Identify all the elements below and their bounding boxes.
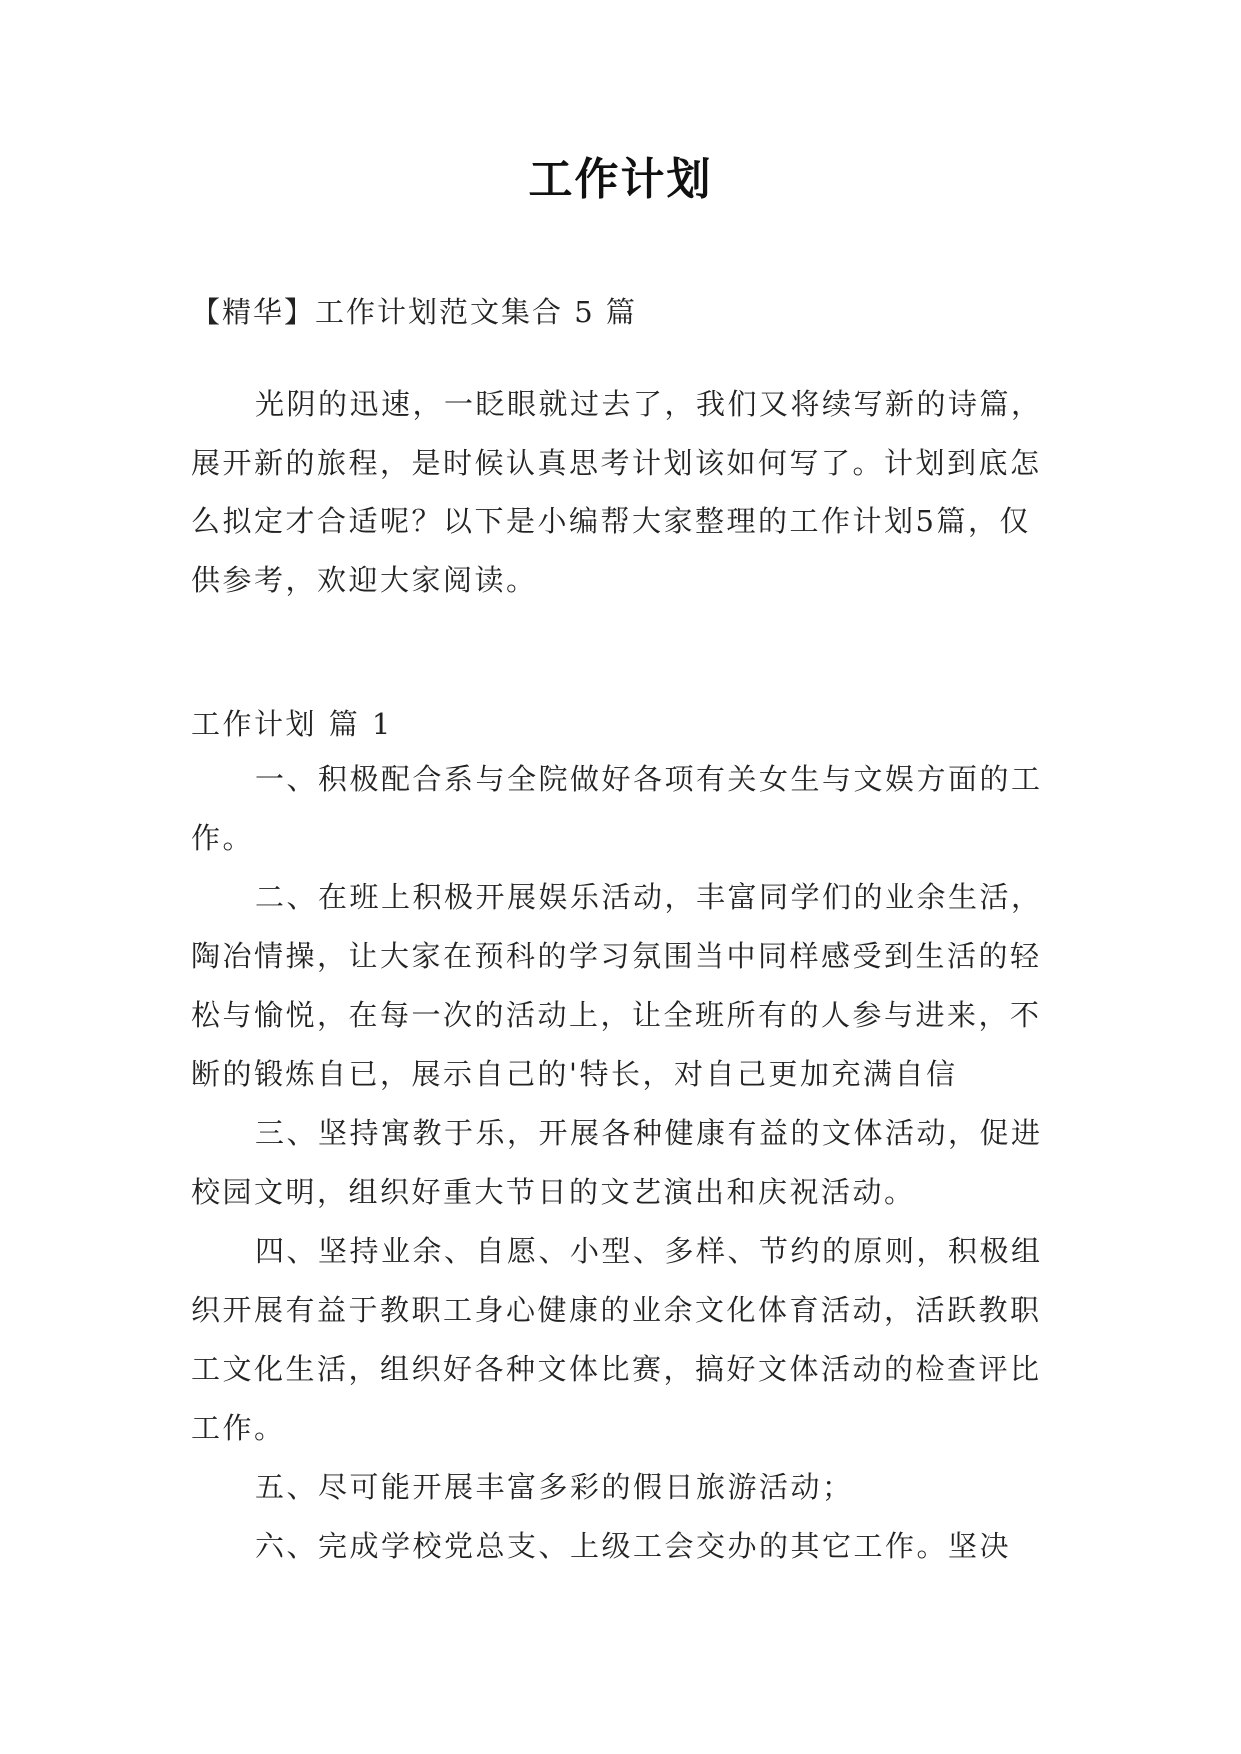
section-heading: 工作计划 篇 1 <box>191 707 393 741</box>
plan-item-5: 五、尽可能开展丰富多彩的假日旅游活动； <box>255 1470 854 1504</box>
document-subtitle: 【精华】工作计划范文集合 5 篇 <box>191 295 637 329</box>
plan-item-1: 一、积极配合系与全院做好各项有关女生与文娱方面的工作。 <box>191 762 1043 855</box>
plan-item-2: 二、在班上积极开展娱乐活动，丰富同学们的业余生活，陶冶情操，让大家在预科的学习氛围当中同样感受到生活的轻松与愉悦，在每一次的活动上，让全班所有的人参与进来，不断的锻炼自已，展示自己的'特长，对自己更加充满自信 <box>191 880 1043 1091</box>
intro-paragraph: 光阴的迅速，一眨眼就过去了，我们又将续写新的诗篇，展开新的旅程，是时候认真思考计划该如何写了。计划到底怎么拟定才合适呢？以下是小编帮大家整理的工作计划5篇，仅供参考，欢迎大家阅读。 <box>191 387 1043 597</box>
plan-item-6: 六、完成学校党总支、上级工会交办的其它工作。坚决 <box>255 1529 1012 1563</box>
plan-items <box>191 750 1057 1576</box>
plan-item-3: 三、坚持寓教于乐，开展各种健康有益的文体活动，促进校园文明，组织好重大节日的文艺演出和庆祝活动。 <box>191 1116 1043 1209</box>
document-title: 工作计划 <box>528 154 713 205</box>
plan-item-4: 四、坚持业余、自愿、小型、多样、节约的原则，积极组织开展有益于教职工身心健康的业余文化体育活动，活跃教职工文化生活，组织好各种文体比赛，搞好文体活动的检查评比工作。 <box>191 1234 1043 1445</box>
intro-block <box>191 375 1057 609</box>
